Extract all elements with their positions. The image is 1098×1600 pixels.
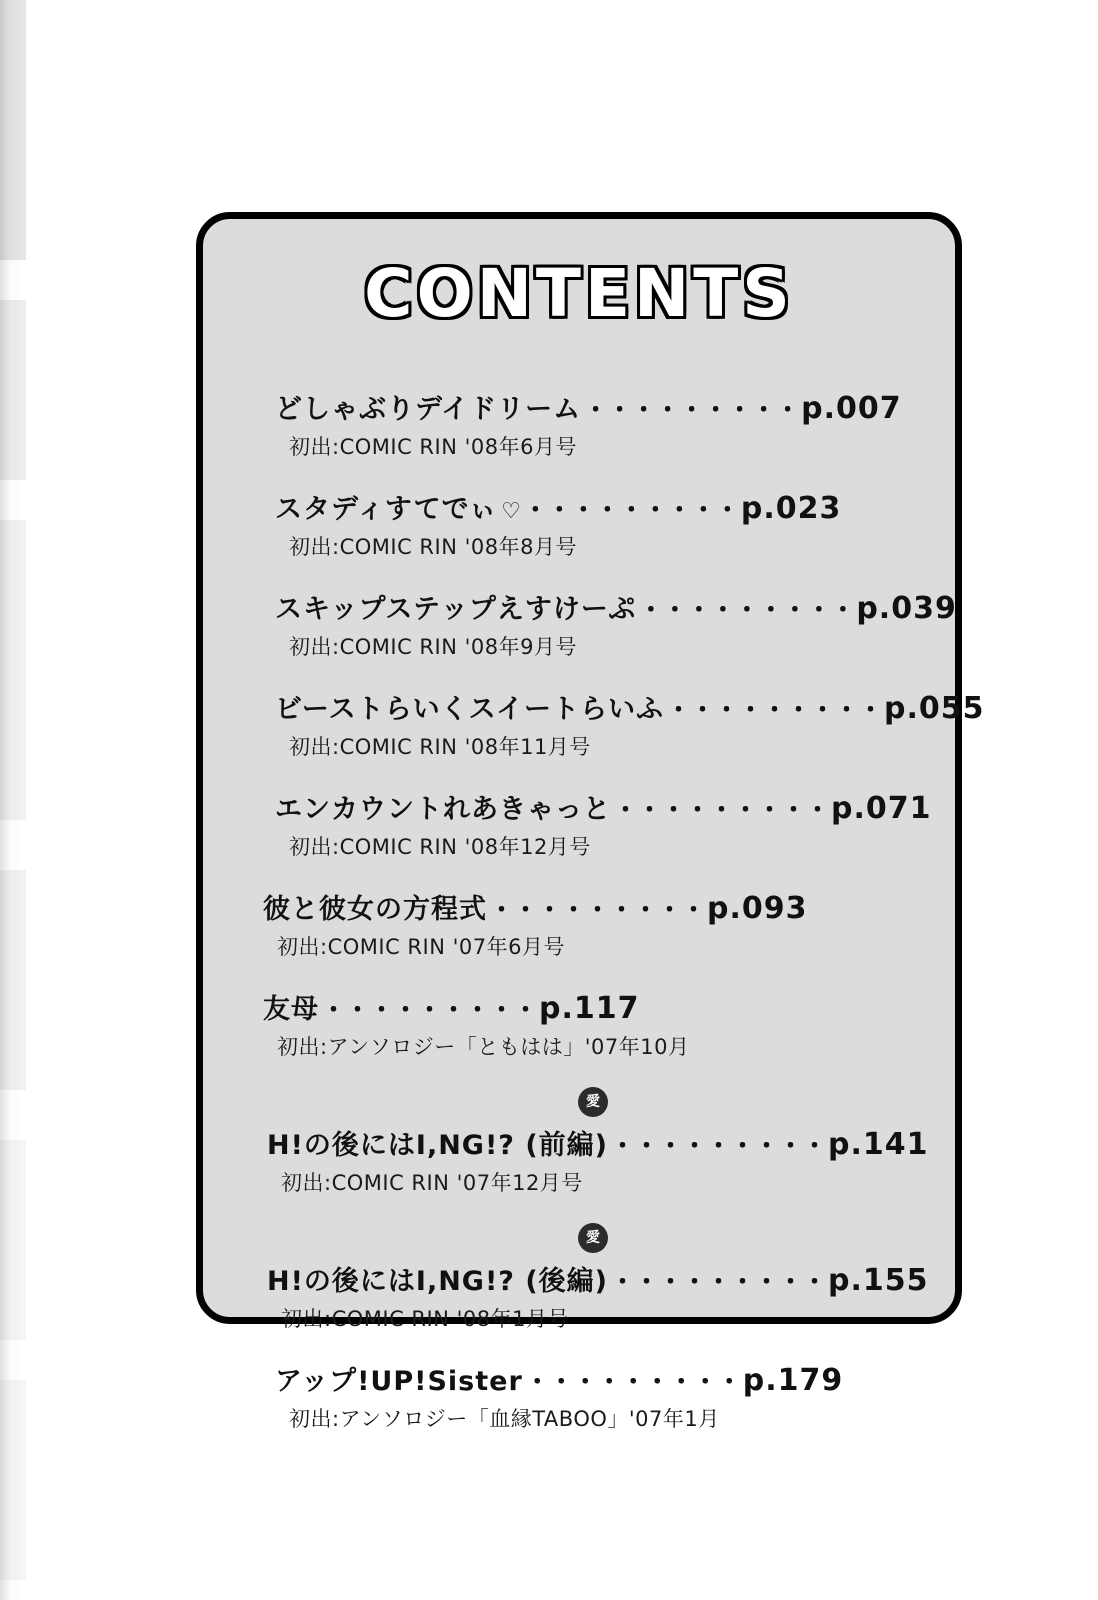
- entry-title: ビーストらいくスイートらいふ: [275, 694, 665, 725]
- entry-page-number: p.141: [828, 1127, 929, 1162]
- leader-dots: ・・・・・・・・・: [610, 1267, 827, 1296]
- list-item[interactable]: [275, 687, 985, 761]
- entry-title: エンカウントれあきゃっと: [275, 794, 611, 825]
- list-item[interactable]: [275, 487, 925, 561]
- entry-title: 友母: [263, 994, 319, 1025]
- heart-icon: ♡: [501, 499, 521, 524]
- entry-page-number: p.023: [740, 491, 842, 526]
- decorative-stamp-row: [261, 1223, 925, 1257]
- entry-page-number: p.117: [539, 991, 640, 1026]
- ai-stamp-icon: 愛: [578, 1223, 608, 1253]
- decorative-stamp-row: [261, 1087, 925, 1121]
- leader-dots: ・・・・・・・・・: [583, 395, 800, 424]
- entry-title: H!の後にはI,NG!? (前編): [267, 1130, 609, 1161]
- entry-title: H!の後にはI,NG!? (後編): [267, 1266, 609, 1297]
- entry-source: 初出:COMIC RIN '08年11月号: [289, 735, 591, 759]
- entry-source: 初出:アンソロジー「ともはは」'07年10月: [277, 1035, 690, 1059]
- entry-page-number: p.039: [856, 591, 957, 626]
- entry-title: アップ!UP!Sister: [275, 1366, 523, 1397]
- list-item[interactable]: [275, 387, 925, 461]
- list-item[interactable]: [263, 887, 925, 961]
- leader-dots: ・・・・・・・・・: [489, 895, 706, 924]
- entry-title: 彼と彼女の方程式: [263, 894, 487, 925]
- leader-dots: ・・・・・・・・・: [524, 1367, 741, 1396]
- leader-dots: ・・・・・・・・・: [613, 795, 830, 824]
- entry-page-number: p.179: [742, 1363, 844, 1398]
- entry-source: 初出:COMIC RIN '07年12月号: [281, 1171, 583, 1195]
- entry-page-number: p.007: [801, 391, 902, 426]
- entry-title: スキップステップえすけーぷ: [275, 594, 637, 625]
- contents-panel: [196, 212, 985, 1431]
- ai-stamp-icon: 愛: [578, 1087, 608, 1117]
- page-title: CONTENTS: [364, 255, 794, 332]
- list-item[interactable]: [275, 587, 957, 661]
- entry-page-number: p.071: [831, 791, 932, 826]
- list-item[interactable]: [275, 1359, 925, 1433]
- list-item[interactable]: [267, 1123, 929, 1197]
- page-edge-artifact: [0, 0, 30, 1600]
- leader-dots: ・・・・・・・・・: [522, 495, 739, 524]
- list-item[interactable]: [263, 987, 925, 1061]
- entry-source: 初出:アンソロジー「血縁TABOO」'07年1月: [289, 1407, 720, 1431]
- entry-source: 初出:COMIC RIN '08年6月号: [289, 435, 577, 459]
- entry-page-number: p.155: [828, 1263, 929, 1298]
- list-item[interactable]: [267, 1259, 929, 1333]
- entry-page-number: p.093: [707, 891, 808, 926]
- leader-dots: ・・・・・・・・・: [666, 695, 883, 724]
- table-of-contents: [261, 387, 985, 1459]
- entry-source: 初出:COMIC RIN '07年6月号: [277, 935, 565, 959]
- entry-source: 初出:COMIC RIN '08年1月号: [281, 1307, 569, 1331]
- leader-dots: ・・・・・・・・・: [638, 595, 855, 624]
- entry-source: 初出:COMIC RIN '08年12月号: [289, 835, 591, 859]
- leader-dots: ・・・・・・・・・: [610, 1131, 827, 1160]
- entry-page-number: p.055: [884, 691, 985, 726]
- entry-source: 初出:COMIC RIN '08年9月号: [289, 635, 577, 659]
- entry-source: 初出:COMIC RIN '08年8月号: [289, 535, 577, 559]
- list-item[interactable]: [275, 787, 932, 861]
- entry-title: どしゃぶりデイドリーム: [275, 394, 582, 425]
- entry-title: スタディすてでぃ: [275, 494, 498, 525]
- leader-dots: ・・・・・・・・・: [321, 995, 538, 1024]
